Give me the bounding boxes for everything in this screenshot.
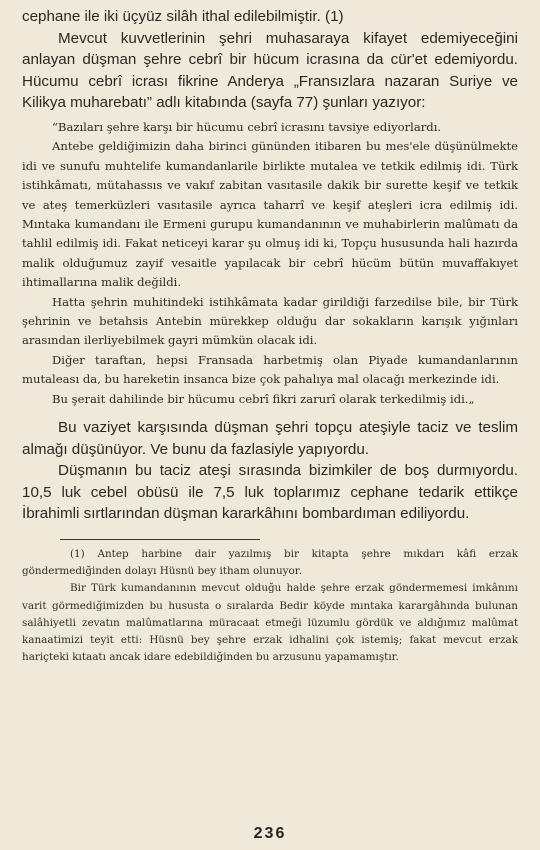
page-number: 236: [253, 825, 287, 842]
quote-paragraph-3: Hatta şehrin muhitindeki istihkâmata kadar girildiği farzedilse bile, bir Türk şehrinin ve betahsis Antebin mürekkep olduğu dar sokakların karışık yığınları arasından ilerliyebilmek gayri mümkün olacak idi.: [22, 294, 518, 348]
paragraph-mevcut: Mevcut kuvvetlerinin şehri muhasaraya kifayet edemiyeceğini anlayan düşman şehre cebrî bir hücum icrasına da cür'et edemiyordu. Hücumu cebrî icrası fikrine Anderya „Fransızlara nazaran Suriye ve Kilikya muharebatı” adlı kitabında (sayfa 77) şunları yazıyor:: [22, 29, 518, 112]
footnote-2: Bir Türk kumandanının mevcut olduğu halde şehre erzak göndermemesi imkânını varit görmediğimizden bu hususta o sıralarda Bedir köyde mıntaka karargâhında bulunan salâhiyetli zevatın malûmatlarına müracaat etmeği lüzumlu gördük ve aldığımız malûmat kanaatimizi teyit etti: Hüsnü bey şehre erzak idhalini çok istemiş; fakat mevcut erzak hariçteki kıtaatı ancak idare edebildiğinden bu arzusunu yapamamıştır.: [22, 582, 518, 664]
paragraph-vaziyet: Bu vaziyet karşısında düşman şehri topçu ateşiyle taciz ve teslim almağı düşünüyor. Ve bunu da fazlasiyle yapıyordu.: [22, 419, 518, 458]
paragraph-cephane: cephane ile iki üçyüz silâh ithal edilebilmiştir. (1): [22, 8, 344, 25]
quote-paragraph-5: Bu şerait dahilinde bir hücumu cebrî fikri zarurî olarak terkedilmiş idi.„: [52, 391, 475, 406]
quote-paragraph-2: Antebe geldiğimizin daha birinci gününden itibaren bu mes'ele düşünülmekte idi ve sunufu muhtelife kumandanlarile birlikte mutalea ve tetkik edilmiş idi. Türk istihkâmatı, mütahassıs ve vakıf zabitan vasıtasile dakik bir surette keşif ve tetkik ve ateş temerküzleri vasıtasile ayrıca taharrî ve keşif ateşleri icra edilmiş idi. Mıntaka kumandanı ile Ermeni gurupu kumandanının ve muhabirlerin malûmatı da tahlil edilmiş idi. Fakat neticeyi karar şu olmuş idi ki, Topçu hususunda hali hazırda malik olduğumuz zayif vesaitle yapılacak bir cebrî hücüm bütün muvaffakıyet ihtimallarına malik değildi.: [22, 139, 518, 290]
quote-paragraph-1: “Bazıları şehre karşı bir hücumu cebrî icrasını tavsiye ediyorlardı.: [52, 119, 442, 134]
paragraph-dusmanin: Düşmanın bu taciz ateşi sırasında bizimkiler de boş durmıyordu. 10,5 luk cebel obüsü ile 7,5 luk toplarımız cephane tedarik ettikçe İbrahimli sırtlarından düşman kararkâhını bombardıman ediliyordu.: [22, 462, 518, 523]
footnote-1: (1) Antep harbine dair yazılmış bir kitapta şehre mıkdarı kâfi erzak göndermediğinden dolayı Hüsnü bey itham olunuyor.: [22, 548, 518, 578]
quote-paragraph-4: Diğer taraftan, hepsi Fransada harbetmiş olan Piyade kumandanlarının mutaleası da, bu hareketin insanca bize çok pahalıya mal olacağı merkezinde idi.: [22, 352, 518, 387]
